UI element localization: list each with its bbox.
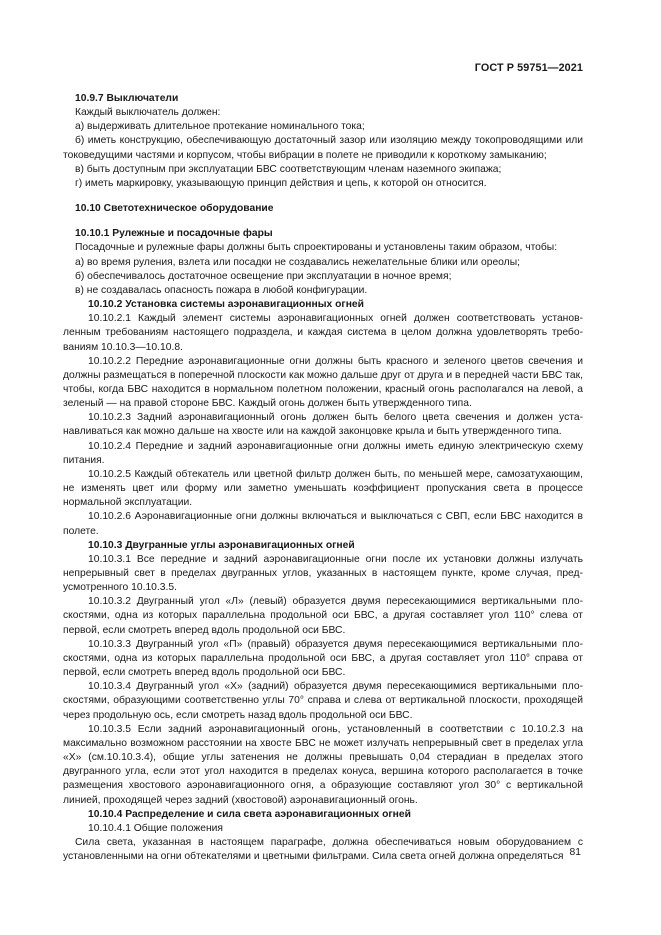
paragraph: 10.10.3.1 Все передние и задний аэронавигационные огни после их установки должны излучать непрерывный свет в пределах двугранных углов, указанных в настоящем пункте, кроме случая, предусмотренного 10.10.3.5. [63, 553, 583, 594]
paragraph: Каждый выключатель должен: [75, 107, 221, 119]
paragraph: 10.10.3.3 Двугранный угол «П» (правый) образуется двумя пересекающимися вертикальными плоскостями, одна из которых параллельна продольной оси БВС, а другая составляет угол 110° справа от первой, если смотреть вперед вдоль продольной оси БВС. [63, 638, 583, 679]
paragraph: 10.10.2.5 Каждый обтекатель или цветной фильтр должен быть, по меньшей мере, самозатухающим, не изменять цвет или форму или заметно уменьшать коэффициент пропускания света в процессе нормальной эксплуатации. [63, 468, 583, 509]
paragraph: б) иметь конструкцию, обеспечивающую достаточный зазор или изоляцию между токопроводящими или токоведущими частями и корпусом, чтобы вибрации в полете не приводили к короткому замыканию; [63, 135, 583, 161]
paragraph: 10.10.4.1 Общие положения [88, 822, 223, 834]
paragraph: Сила света, указанная в настоящем параграфе, должна обеспечиваться новым оборудованием с установленными на огни обтекателями и цветными фильтрами. Сила света огней должна определяться [63, 836, 583, 863]
section-heading: 10.10.1 Рулежные и посадочные фары [75, 228, 273, 240]
paragraph: 10.10.2.6 Аэронавигационные огни должны включаться и выключаться с СВП, если БВС находится в полете. [63, 511, 583, 537]
paragraph: в) не создавалась опасность пожара в любой конфигурации. [75, 284, 368, 296]
paragraph: 10.10.2.2 Передние аэронавигационные огни должны быть красного и зеленого цветов свечения и должны размещаться в поперечной плоскости как можно дальше друг от друга и в передней части БВС так, чтобы, когда БВС находится в нормальном полетном положении, красный огонь располагался на левой, а зеленый — на правой стороне БВС. Каждый огонь должен быть утвержденного типа. [63, 355, 583, 410]
section-heading: 10.10.2 Установка системы аэронавигационных огней [88, 299, 364, 311]
paragraph: 10.10.3.5 Если задний аэронавигационный огонь, установленный в соответствии с 10.10.2.3 на максимально возможном расстоянии на хвосте БВС не может излучать непрерывный свет в пределах угла «Х» (см.10.10.3.4), общие углы затенения не должны превышать 0,04 стерадиан в пределах этого двугранного угла, если этот угол находится в пределах конуса, вершина которого располагается в точке размещения хвостового аэронавигационного огня, а образующие составляют угол 30° с вертикальной линией, проходящей через задний (хвостовой) аэронавигационный огонь. [63, 723, 583, 806]
paragraph: 10.10.3.2 Двугранный угол «Л» (левый) образуется двумя пересекающимися вертикальными плоскостями, одна из которых параллельна продольной оси БВС, а другая составляет угол 110° слева от первой, если смотреть вперед вдоль продольной оси БВС. [63, 596, 583, 636]
section-heading: 10.10.3 Двугранные углы аэронавигационных огней [88, 539, 355, 551]
paragraph: 10.10.2.4 Передние и задний аэронавигационные огни должны иметь единую электрическую схему питания. [63, 440, 583, 466]
paragraph: б) обеспечивалось достаточное освещение при эксплуатации в ночное время; [75, 270, 452, 282]
document-id-header: ГОСТ Р 59751—2021 [474, 62, 583, 74]
paragraph: в) быть доступным при эксплуатации БВС соответствующим членам наземного экипажа; [75, 163, 502, 175]
paragraph: 10.10.3.4 Двугранный угол «Х» (задний) образуется двумя пересекающимися вертикальными плоскостями, образующими соответственно углы 70° справа и слева от вертикальной плоскости, проходящей через продольную ось, если смотреть назад вдоль продольной оси БВС. [63, 681, 583, 721]
paragraph: 10.10.2.3 Задний аэронавигационный огонь должен быть белого цвета свечения и должен устанавливаться как можно дальше на хвосте или на каждой законцовке крыла и быть утвержденного типа. [63, 412, 583, 438]
section-heading: 10.10.4 Распределение и сила света аэронавигационных огней [88, 808, 411, 820]
paragraph: а) выдерживать длительное протекание номинального тока; [75, 121, 365, 133]
paragraph: г) иметь маркировку, указывающую принцип действия и цепь, к которой он относится. [75, 177, 487, 189]
page-number: 81 [569, 847, 581, 858]
document-body [63, 92, 583, 864]
paragraph: а) во время руления, взлета или посадки не создавались нежелательные блики или ореолы; [75, 256, 520, 268]
paragraph: Посадочные и рулежные фары должны быть спроектированы и установлены таким образом, чтобы: [75, 242, 558, 254]
paragraph: 10.10.2.1 Каждый элемент системы аэронавигационных огней должен соответствовать установленным требованиям настоящего подраздела, и каждая система в целом должна удовлетворять требованиям 10.10.3—10.10.8. [63, 313, 583, 353]
section-heading: 10.10 Светотехническое оборудование [75, 203, 274, 215]
section-heading: 10.9.7 Выключатели [75, 93, 179, 104]
